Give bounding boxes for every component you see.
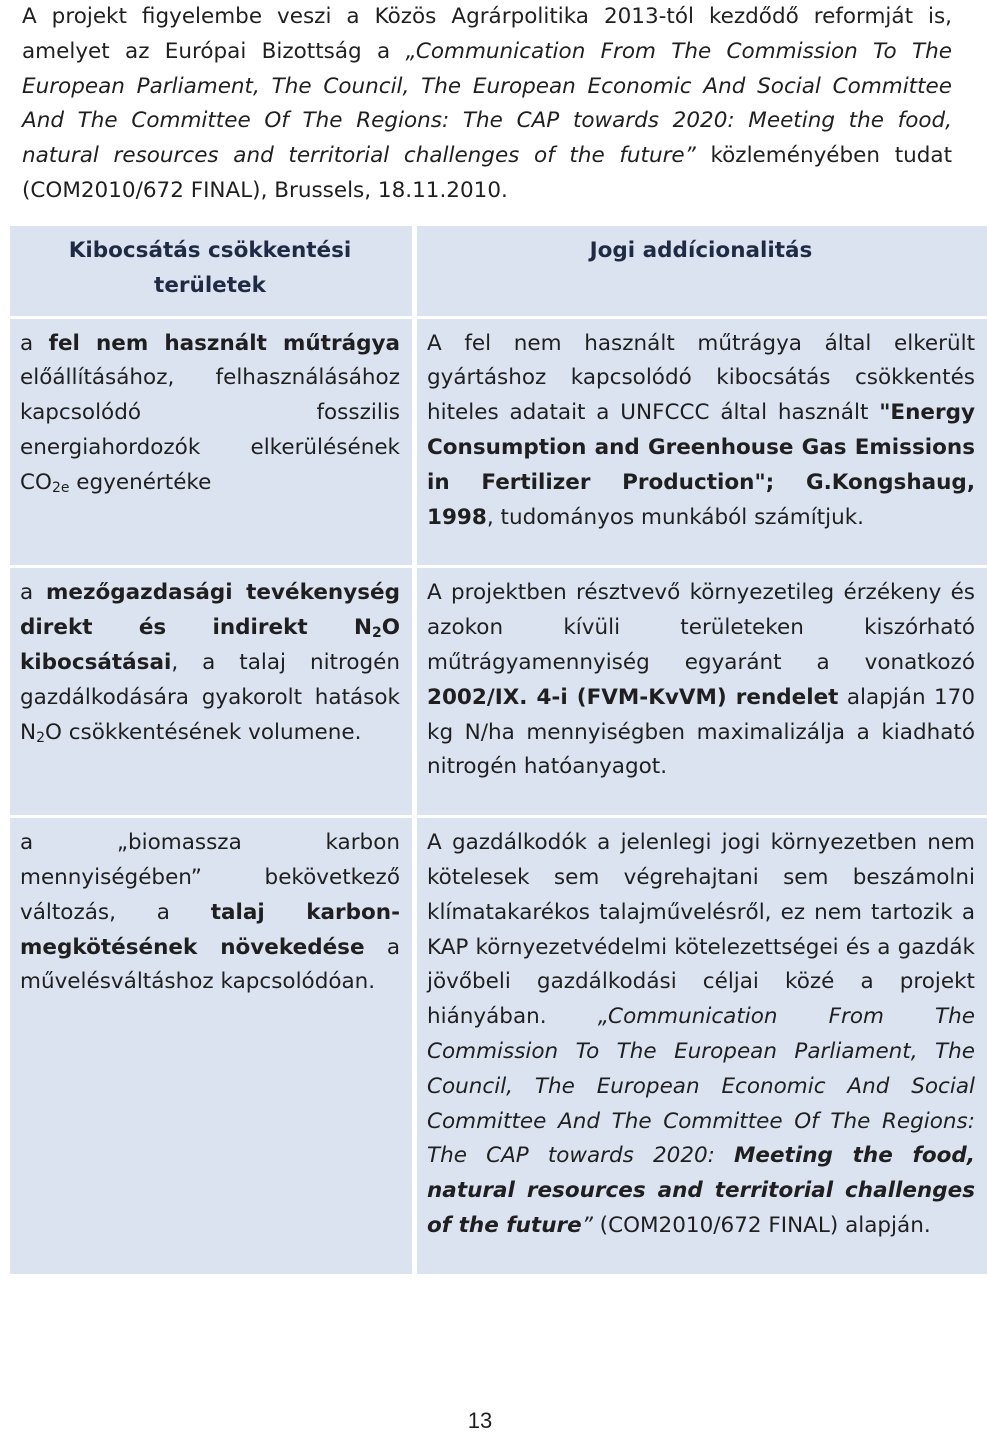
text-run: előállításához, felhasználásához kapcsolódó fosszilis energiahordozók elkerülésének CO	[20, 365, 400, 495]
text-run: „Communication From The Commission To The European Parliament, The Council, The European Economic And Social Committee And The Committee Of The Regions: The CAP towards 2020:	[427, 1004, 975, 1169]
intro-text-2-italic: „Communication From The Commission To The European Parliament, The Council, The European Economic And Social Committee And The Committee Of The Regions: The CAP towards 2020: Meeting the food, natural resources and territorial challenges of the future”	[22, 38, 952, 169]
row-2-left	[10, 567, 415, 817]
row-2-right	[415, 567, 987, 817]
text-run: , tudományos munkából számítjuk.	[486, 504, 864, 530]
text-run: alapján 170 kg N/ha mennyiségben maximalizálja a kiadható nitrogén hatóanyagot.	[427, 684, 976, 780]
text-run: , a talaj nitrogén gazdálkodására gyakorolt hatások N	[20, 649, 400, 745]
intro-text-3: közleményében tudat (COM2010/672 FINAL), Brussels, 18.11.2010.	[22, 143, 952, 203]
text-run: ”	[581, 1212, 593, 1238]
text-run: O kibocsátásai	[20, 615, 400, 675]
text-run: 2e	[51, 479, 70, 496]
text-run: A projektben résztvevő környezetileg érzékeny és azokon kívüli területeken kiszórható műtrágyamennyiség egyaránt a vonatkozó	[427, 580, 975, 675]
emission-table	[10, 226, 987, 1274]
row-1-left	[10, 317, 415, 567]
page-number: 13	[467, 1408, 493, 1433]
row-3-right	[415, 817, 987, 1274]
row-1-right	[415, 317, 987, 567]
text-run: A fel nem használt műtrágya által elkerült gyártáshoz kapcsolódó kibocsátás csökkentés hiteles adatait a UNFCCC által használt	[427, 330, 975, 426]
intro-paragraph	[22, 0, 952, 209]
text-run: Meeting the food, natural resources and territorial challenges of the future	[427, 1143, 975, 1238]
table-row	[10, 817, 987, 1274]
text-run: talaj karbon-megkötésének növekedése	[20, 899, 400, 960]
text-run: a „biomassza karbon mennyiségében” bekövetkező változás, a	[20, 830, 400, 925]
text-run: (COM2010/672 FINAL) alapján.	[592, 1212, 931, 1238]
text-run: fel nem használt műtrágya	[48, 330, 400, 356]
text-run: mezőgazdasági tevékenység direkt és indirekt N	[20, 580, 400, 641]
table-row	[10, 317, 987, 567]
intro-text-1: A projekt figyelembe veszi a Közös Agrárpolitika 2013-tól kezdődő reformját is, amelyet az Európai Bizottság a	[22, 4, 952, 64]
text-run: A gazdálkodók a jelenlegi jogi környezetben nem kötelesek sem végrehajtani sem beszámolni klímatakarékos talajművelésről, ez nem tartozik a KAP környezetvédelmi kötelezettségei és a gazdák jövőbeli gazdálkodási céljai közé a projekt hiányában.	[427, 830, 975, 1030]
text-run: 2	[371, 624, 382, 641]
text-run: "Energy Consumption and Greenhouse Gas Emissions in Fertilizer Production"; G.Kongshaug, 1998	[427, 400, 975, 530]
table-row	[10, 567, 987, 817]
text-run: a	[20, 580, 47, 606]
text-run: egyenértéke	[69, 469, 212, 495]
text-run: O csökkentésének volumene.	[44, 719, 362, 745]
row-3-left	[10, 817, 415, 1274]
text-run: 2	[36, 729, 45, 746]
header-legal-additionality: Jogi addícionalitás	[415, 226, 987, 317]
header-emission-areas: Kibocsátás csökkentési területek	[10, 226, 415, 317]
text-run: a	[20, 330, 49, 356]
table-header-row	[10, 226, 987, 317]
text-run: 2002/IX. 4-i (FVM-KvVM) rendelet	[427, 684, 839, 710]
text-run: a művelésváltáshoz kapcsolódóan.	[20, 934, 400, 995]
